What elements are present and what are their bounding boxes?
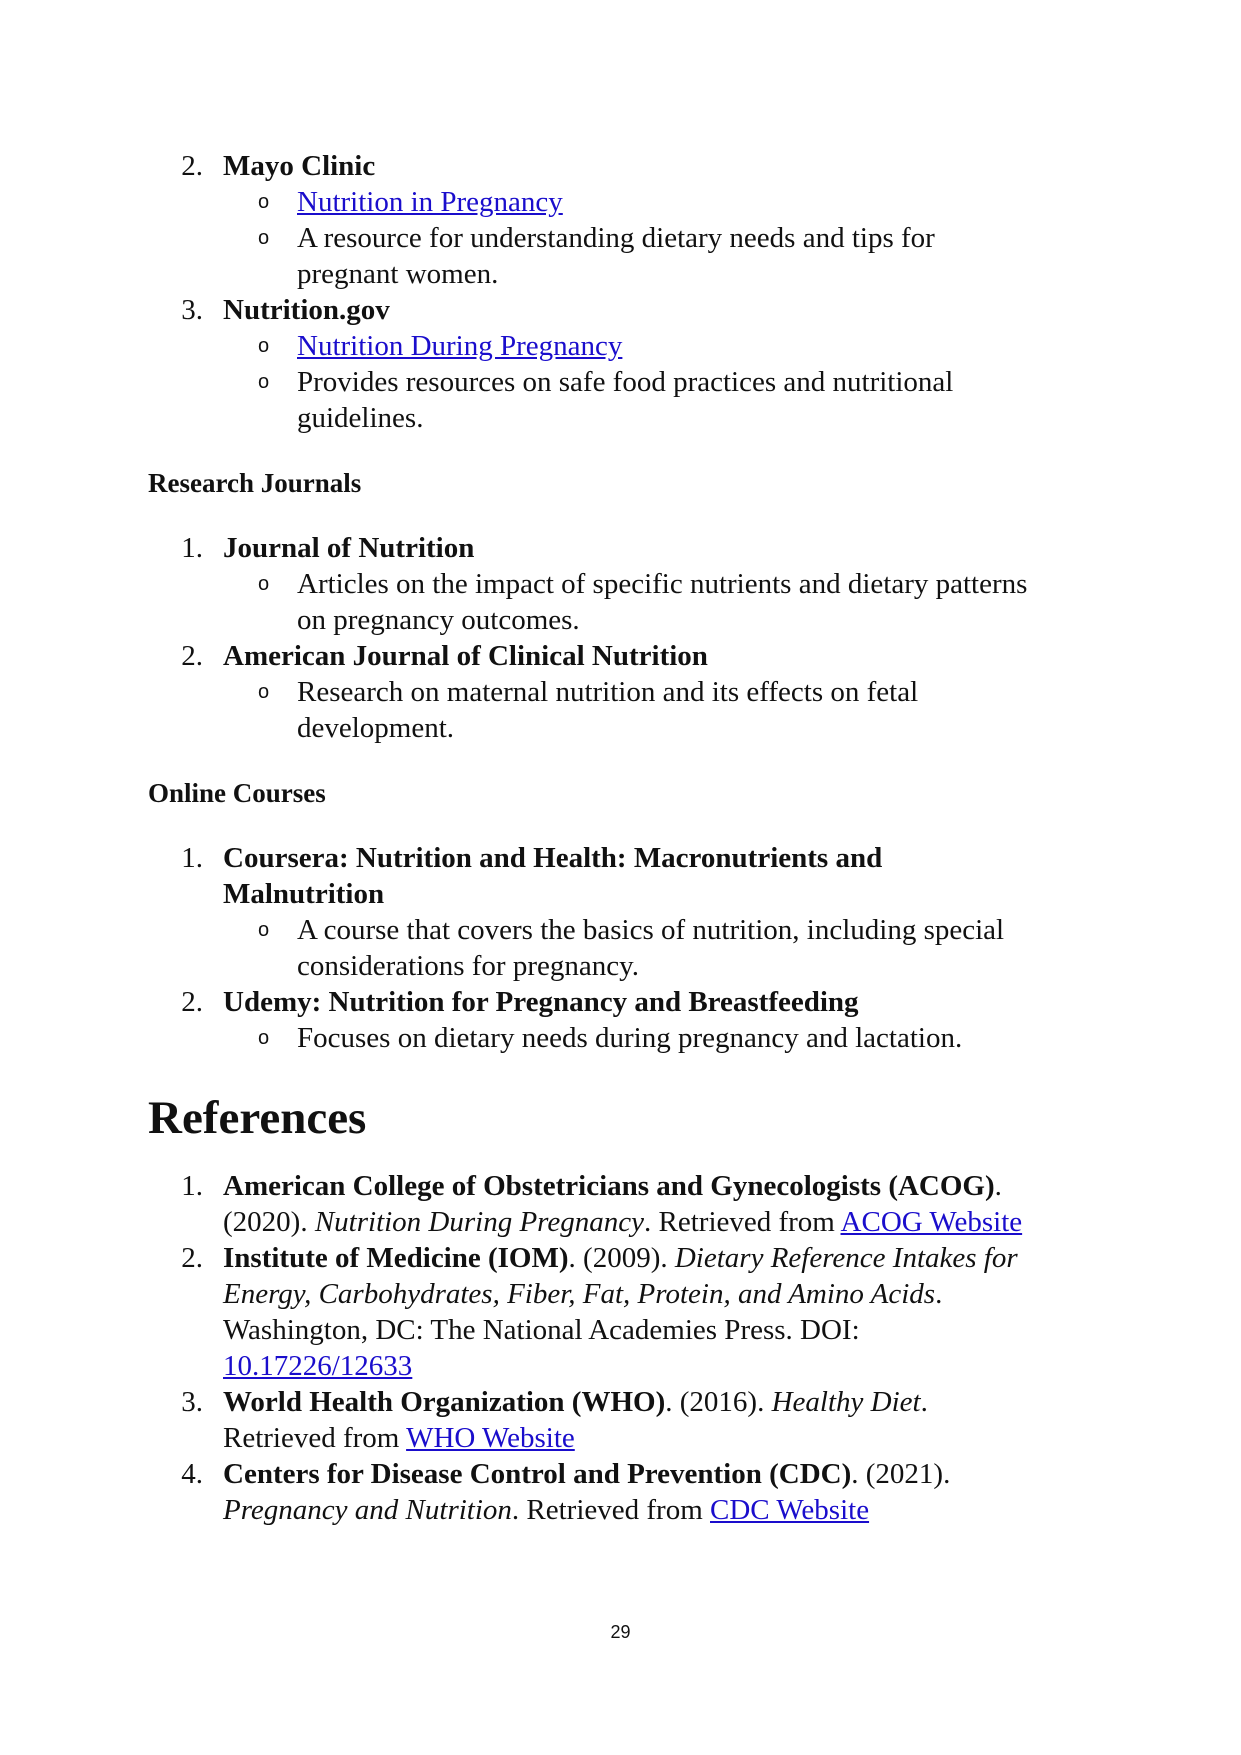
bullet-icon: o [258, 573, 270, 595]
course-title-cont: Malnutrition [223, 878, 385, 910]
resource-description: A resource for understanding dietary needs and tips for [297, 222, 935, 254]
section-heading-research-journals: Research Journals [148, 468, 362, 498]
reference-title-cont: Energy, Carbohydrates, Fiber, Fat, Protein, and Amino Acids [223, 1278, 936, 1310]
list-number: 1. [181, 842, 203, 874]
link-who-website[interactable]: WHO Website [406, 1422, 575, 1454]
page-number: 29 [610, 1622, 631, 1642]
resource-description-cont: pregnant women. [297, 258, 499, 290]
list-number: 2. [181, 1242, 203, 1274]
bullet-icon: o [258, 1027, 270, 1049]
reference-year: . (2016). [665, 1386, 772, 1418]
references-heading: References [148, 1092, 367, 1144]
reference-title: Dietary Reference Intakes for [674, 1242, 1018, 1274]
resource-description: Provides resources on safe food practices and nutritional [297, 366, 954, 398]
list-number: 3. [181, 294, 203, 326]
reference-retrieved: . Retrieved from [644, 1206, 841, 1238]
reference-author: Institute of Medicine (IOM) [223, 1242, 569, 1274]
reference-title: Healthy Diet [771, 1386, 921, 1418]
course-title: Udemy: Nutrition for Pregnancy and Breastfeeding [223, 986, 859, 1018]
reference-publisher: Washington, DC: The National Academies Press. DOI: [223, 1314, 860, 1346]
course-description-cont: considerations for pregnancy. [297, 950, 639, 982]
bullet-icon: o [258, 681, 270, 703]
list-number: 2. [181, 150, 203, 182]
link-acog-website[interactable]: ACOG Website [840, 1206, 1023, 1238]
list-number: 3. [181, 1386, 203, 1418]
bullet-icon: o [258, 371, 270, 393]
section-heading-online-courses: Online Courses [148, 778, 326, 808]
reference-1-line2 [223, 1204, 1022, 1240]
reference-year: . (2009). [568, 1242, 675, 1274]
reference-punct: . [994, 1170, 1002, 1202]
journal-description: Research on maternal nutrition and its effects on fetal [297, 676, 919, 708]
reference-retrieved: Retrieved from [223, 1422, 407, 1454]
reference-punct: . [935, 1278, 943, 1310]
bullet-icon: o [258, 919, 270, 941]
list-number: 2. [181, 986, 203, 1018]
list-number: 1. [181, 1170, 203, 1202]
link-doi[interactable]: 10.17226/12633 [223, 1350, 413, 1382]
link-nutrition-in-pregnancy[interactable]: Nutrition in Pregnancy [297, 186, 563, 218]
journal-description-cont: development. [297, 712, 455, 744]
reference-punct: . [920, 1386, 928, 1418]
course-description: A course that covers the basics of nutrition, including special [297, 914, 1005, 946]
reference-4-line1 [223, 1456, 950, 1492]
reference-year: (2020). [223, 1206, 315, 1238]
reference-1-line1 [223, 1168, 1002, 1204]
link-nutrition-during-pregnancy[interactable]: Nutrition During Pregnancy [297, 330, 623, 362]
course-title: Coursera: Nutrition and Health: Macronutrients and [223, 842, 883, 874]
reference-author: World Health Organization (WHO) [223, 1386, 666, 1418]
reference-title: Pregnancy and Nutrition [223, 1494, 512, 1526]
reference-4-line2 [223, 1492, 869, 1528]
list-number: 2. [181, 640, 203, 672]
reference-2-line1 [223, 1240, 1018, 1276]
reference-retrieved: . Retrieved from [511, 1494, 711, 1526]
bullet-icon: o [258, 335, 270, 357]
reference-3-line2 [223, 1420, 575, 1456]
bullet-icon: o [258, 227, 270, 249]
link-cdc-website[interactable]: CDC Website [710, 1494, 870, 1526]
journal-title: Journal of Nutrition [223, 532, 475, 564]
reference-author: American College of Obstetricians and Gynecologists (ACOG) [223, 1170, 995, 1202]
resource-title-nutrition-gov: Nutrition.gov [223, 294, 390, 326]
resource-title-mayo-clinic: Mayo Clinic [223, 150, 376, 182]
reference-2-line2 [223, 1276, 942, 1312]
reference-title: Nutrition During Pregnancy [314, 1206, 645, 1238]
reference-author: Centers for Disease Control and Prevention (CDC) [223, 1458, 852, 1490]
list-number: 4. [181, 1458, 203, 1490]
course-description: Focuses on dietary needs during pregnancy and lactation. [297, 1022, 963, 1054]
list-number: 1. [181, 532, 203, 564]
reference-3-line1 [223, 1384, 928, 1420]
resource-description-cont: guidelines. [297, 402, 424, 434]
reference-year: . (2021). [851, 1458, 951, 1490]
bullet-icon: o [258, 191, 270, 213]
journal-description-cont: on pregnancy outcomes. [297, 604, 580, 636]
journal-description: Articles on the impact of specific nutrients and dietary patterns [297, 568, 1028, 600]
journal-title: American Journal of Clinical Nutrition [223, 640, 708, 672]
